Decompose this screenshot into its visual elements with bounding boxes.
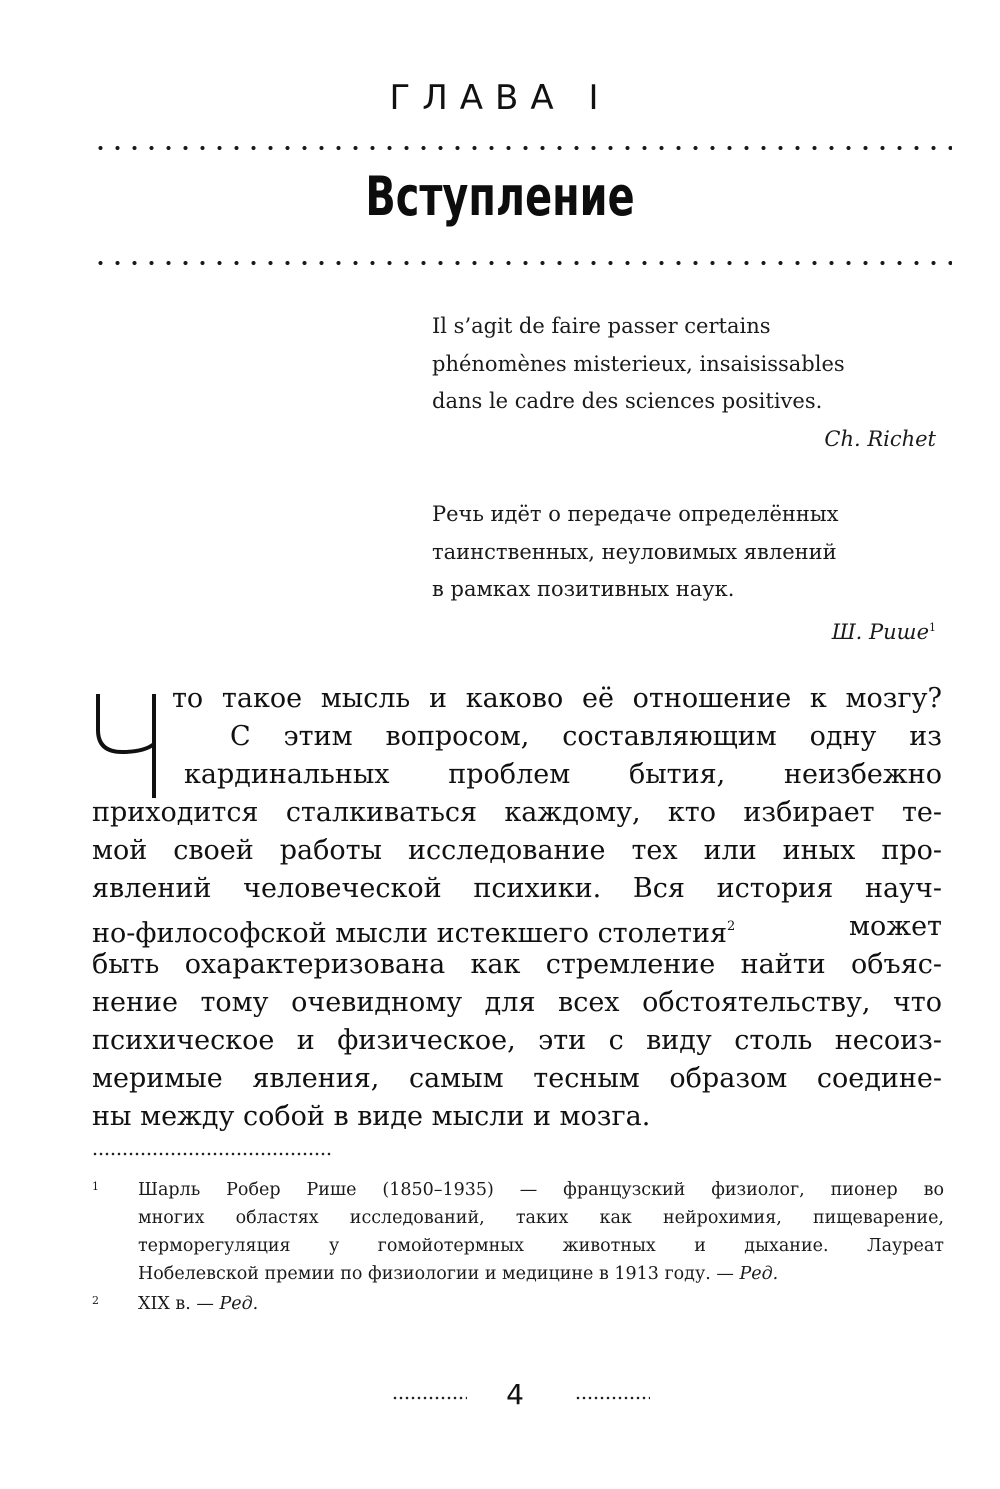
footnote-line	[138, 1260, 944, 1288]
epigraph-line: в рамках позитивных наук.	[432, 577, 735, 601]
epigraph-author	[432, 609, 936, 652]
editor-mark: Ред.	[739, 1264, 779, 1284]
footnote-line: Шарль Робер Рише (1850–1935) — французский физиолог, пионер во	[138, 1180, 944, 1200]
dotted-divider-bottom	[92, 260, 952, 266]
body-line: мой своей работы исследование тех или иных про-	[92, 835, 942, 866]
footnote-ref: 2	[726, 919, 736, 934]
body-line: кардинальных проблем бытия, неизбежно	[184, 759, 942, 790]
epigraph-russian	[432, 496, 942, 651]
chapter-label: ГЛАВА I	[389, 78, 611, 118]
footnote-line-text: Нобелевской премии по физиологии и медицине в 1913 году. —	[138, 1264, 734, 1284]
footnote-number: 1	[92, 1180, 99, 1193]
body-line	[92, 908, 942, 949]
body-line: С этим вопросом, составляющим одну из	[230, 721, 942, 752]
footnote-line	[138, 1290, 944, 1318]
epigraph-line: Речь идёт о передаче определённых	[432, 502, 839, 526]
body-line: явлений человеческой психики. Вся история науч-	[92, 873, 942, 904]
footnote-ref: 1	[929, 620, 936, 634]
footnote-line-text: XIX в. —	[138, 1294, 214, 1314]
page-footer	[0, 1378, 1000, 1418]
dotted-divider-top	[92, 145, 952, 151]
body-line: то такое мысль и каково её отношение к мозгу?	[172, 683, 942, 714]
epigraph-line: phénomènes misterieux, insaisissables	[432, 351, 845, 376]
footnote-line: многих областях исследований, таких как нейрохимия, пищеварение,	[138, 1208, 944, 1228]
body-line: ны между собой в виде мысли и мозга.	[92, 1101, 651, 1132]
epigraph-author-name: Ш. Рише	[831, 619, 929, 644]
body-line-text: может	[848, 911, 942, 942]
epigraph-line: Il s’agit de faire passer certains	[432, 314, 771, 338]
footnote-separator	[92, 1152, 332, 1156]
page-number-dots-right	[575, 1396, 650, 1400]
epigraph-author: Ch. Richet	[824, 426, 936, 451]
footnotes	[92, 1176, 944, 1318]
epigraph-line: dans le cadre des sciences positives.	[432, 389, 823, 413]
chapter-title: Вступление	[365, 165, 635, 228]
body-line: психическое и физическое, эти с виду столь несоиз-	[92, 1025, 942, 1056]
page-number-dots-left	[392, 1396, 467, 1400]
footnote-1	[92, 1176, 944, 1288]
page-number: 4	[506, 1378, 524, 1411]
body-line: приходится сталкиваться каждому, кто избирает те-	[92, 797, 942, 828]
body-line: меримые явления, самым тесным образом соедине-	[92, 1063, 942, 1094]
epigraph-french	[432, 308, 942, 458]
body-line-text: но-философской мысли истекшего столетия	[92, 918, 727, 949]
epigraph-line: таинственных, неуловимых явлений	[432, 539, 837, 564]
body-line: нение тому очевидному для всех обстоятельству, что	[92, 987, 942, 1018]
body-paragraph	[92, 680, 942, 1136]
footnote-line: терморегуляция у гомойотермных животных и дыхание. Лауреат	[138, 1236, 944, 1256]
footnote-2	[92, 1290, 944, 1318]
editor-mark: Ред.	[219, 1294, 259, 1314]
footnote-number: 2	[92, 1294, 99, 1307]
body-line: быть охарактеризована как стремление найти объяс-	[92, 949, 942, 980]
